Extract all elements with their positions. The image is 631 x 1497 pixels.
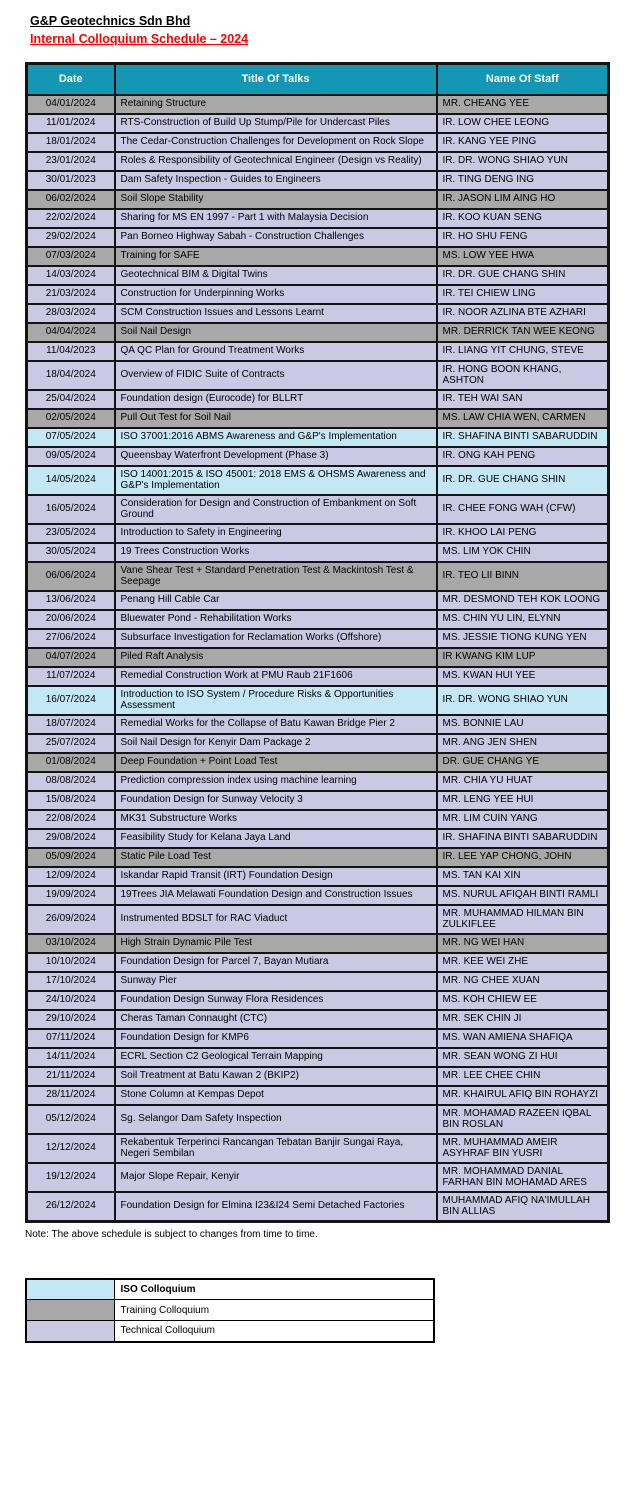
title-cell: Deep Foundation + Point Load Test — [115, 753, 437, 772]
staff-cell: IR. SHAFINA BINTI SABARUDDIN — [437, 428, 609, 447]
title-cell: Iskandar Rapid Transit (IRT) Foundation Design — [115, 867, 437, 886]
column-header-name-of-staff: Name Of Staff — [437, 64, 609, 95]
date-cell: 14/11/2024 — [27, 1048, 115, 1067]
date-cell: 29/02/2024 — [27, 228, 115, 247]
date-cell: 12/12/2024 — [27, 1134, 115, 1163]
title-cell: Geotechnical BIM & Digital Twins — [115, 266, 437, 285]
title-cell: MK31 Substructure Works — [115, 810, 437, 829]
staff-cell: MR. LIM CUIN YANG — [437, 810, 609, 829]
legend-row — [26, 1279, 434, 1300]
legend-label-training: Training Colloquium — [114, 1300, 434, 1321]
date-cell: 07/05/2024 — [27, 428, 115, 447]
date-cell: 06/02/2024 — [27, 190, 115, 209]
staff-cell: MR. MOHAMAD RAZEEN IQBAL BIN ROSLAN — [437, 1105, 609, 1134]
legend-row — [26, 1300, 434, 1321]
date-cell: 25/04/2024 — [27, 390, 115, 409]
date-cell: 09/05/2024 — [27, 447, 115, 466]
title-cell: Sharing for MS EN 1997 - Part 1 with Malaysia Decision — [115, 209, 437, 228]
legend-table — [25, 1278, 435, 1343]
table-row — [27, 361, 609, 390]
title-cell: Pan Borneo Highway Sabah - Construction Challenges — [115, 228, 437, 247]
staff-cell: MR. SEAN WONG ZI HUI — [437, 1048, 609, 1067]
table-row — [27, 972, 609, 991]
schedule-note: Note: The above schedule is subject to changes from time to time. — [25, 1228, 318, 1240]
table-row — [27, 562, 609, 591]
title-cell: Consideration for Design and Construction of Embankment on Soft Ground — [115, 495, 437, 524]
date-cell: 16/05/2024 — [27, 495, 115, 524]
date-cell: 12/09/2024 — [27, 867, 115, 886]
date-cell: 10/10/2024 — [27, 953, 115, 972]
date-cell: 18/01/2024 — [27, 133, 115, 152]
legend-label-technical: Technical Colloquium — [114, 1321, 434, 1342]
date-cell: 14/05/2024 — [27, 466, 115, 495]
staff-cell: IR. KANG YEE PING — [437, 133, 609, 152]
table-row — [27, 848, 609, 867]
date-cell: 20/06/2024 — [27, 610, 115, 629]
staff-cell: IR. DR. WONG SHIAO YUN — [437, 152, 609, 171]
title-cell: Remedial Works for the Collapse of Batu Kawan Bridge Pier 2 — [115, 715, 437, 734]
title-cell: Sunway Pier — [115, 972, 437, 991]
date-cell: 22/08/2024 — [27, 810, 115, 829]
staff-cell: IR. TEO LII BINN — [437, 562, 609, 591]
table-header-row — [27, 64, 609, 95]
title-cell: Training for SAFE — [115, 247, 437, 266]
title-cell: Foundation Design for Elmina I23&I24 Semi Detached Factories — [115, 1192, 437, 1222]
title-cell: Stone Column at Kempas Depot — [115, 1086, 437, 1105]
title-cell: Remedial Construction Work at PMU Raub 21F1606 — [115, 667, 437, 686]
date-cell: 04/04/2024 — [27, 323, 115, 342]
staff-cell: MS. KWAN HUI YEE — [437, 667, 609, 686]
table-row — [27, 686, 609, 715]
table-row — [27, 953, 609, 972]
table-row — [27, 591, 609, 610]
title-cell: Cheras Taman Connaught (CTC) — [115, 1010, 437, 1029]
title-cell: Vane Shear Test + Standard Penetration Test & Mackintosh Test & Seepage — [115, 562, 437, 591]
table-row — [27, 1134, 609, 1163]
column-header-date: Date — [27, 64, 115, 95]
title-cell: Introduction to ISO System / Procedure Risks & Opportunities Assessment — [115, 686, 437, 715]
title-cell: Roles & Responsibility of Geotechnical Engineer (Design vs Reality) — [115, 152, 437, 171]
date-cell: 27/06/2024 — [27, 629, 115, 648]
title-cell: Prediction compression index using machine learning — [115, 772, 437, 791]
table-row — [27, 734, 609, 753]
title-cell: Introduction to Safety in Engineering — [115, 524, 437, 543]
title-cell: Dam Safety Inspection - Guides to Engineers — [115, 171, 437, 190]
staff-cell: IR. KOO KUAN SENG — [437, 209, 609, 228]
table-row — [27, 1163, 609, 1192]
date-cell: 15/08/2024 — [27, 791, 115, 810]
title-cell: ECRL Section C2 Geological Terrain Mapping — [115, 1048, 437, 1067]
title-cell: Subsurface Investigation for Reclamation Works (Offshore) — [115, 629, 437, 648]
date-cell: 16/07/2024 — [27, 686, 115, 715]
staff-cell: MR. KHAIRUL AFIQ BIN ROHAYZI — [437, 1086, 609, 1105]
table-row — [27, 266, 609, 285]
staff-cell: IR. NOOR AZLINA BTE AZHARI — [437, 304, 609, 323]
table-row — [27, 209, 609, 228]
date-cell: 21/11/2024 — [27, 1067, 115, 1086]
date-cell: 01/08/2024 — [27, 753, 115, 772]
staff-cell: IR. LOW CHEE LEONG — [437, 114, 609, 133]
title-cell: Foundation design (Eurocode) for BLLRT — [115, 390, 437, 409]
title-cell: The Cedar-Construction Challenges for Development on Rock Slope — [115, 133, 437, 152]
title-cell: Queensbay Waterfront Development (Phase 3) — [115, 447, 437, 466]
staff-cell: IR. HO SHU FENG — [437, 228, 609, 247]
date-cell: 18/04/2024 — [27, 361, 115, 390]
table-row — [27, 524, 609, 543]
table-row — [27, 285, 609, 304]
date-cell: 26/09/2024 — [27, 905, 115, 934]
staff-cell: MR. CHEANG YEE — [437, 95, 609, 114]
table-row — [27, 934, 609, 953]
table-row — [27, 171, 609, 190]
date-cell: 19/09/2024 — [27, 886, 115, 905]
table-row — [27, 428, 609, 447]
table-row — [27, 753, 609, 772]
staff-cell: MS. TAN KAI XIN — [437, 867, 609, 886]
table-row — [27, 667, 609, 686]
title-cell: Bluewater Pond - Rehabilitation Works — [115, 610, 437, 629]
schedule-title: Internal Colloquium Schedule – 2024 — [30, 32, 249, 46]
title-cell: Piled Raft Analysis — [115, 648, 437, 667]
table-row — [27, 304, 609, 323]
date-cell: 07/03/2024 — [27, 247, 115, 266]
table-row — [27, 95, 609, 114]
date-cell: 07/11/2024 — [27, 1029, 115, 1048]
staff-cell: IR. SHAFINA BINTI SABARUDDIN — [437, 829, 609, 848]
title-cell: RTS-Construction of Build Up Stump/Pile for Undercast Piles — [115, 114, 437, 133]
title-cell: 19Trees JIA Melawati Foundation Design and Construction Issues — [115, 886, 437, 905]
column-header-title-of-talks: Title Of Talks — [115, 64, 437, 95]
table-row — [27, 1105, 609, 1134]
staff-cell: IR. TEH WAI SAN — [437, 390, 609, 409]
date-cell: 24/10/2024 — [27, 991, 115, 1010]
date-cell: 25/07/2024 — [27, 734, 115, 753]
staff-cell: MR. MOHAMMAD DANIAL FARHAN BIN MOHAMAD ARES — [437, 1163, 609, 1192]
date-cell: 13/06/2024 — [27, 591, 115, 610]
date-cell: 06/06/2024 — [27, 562, 115, 591]
date-cell: 23/05/2024 — [27, 524, 115, 543]
date-cell: 28/03/2024 — [27, 304, 115, 323]
date-cell: 17/10/2024 — [27, 972, 115, 991]
date-cell: 29/10/2024 — [27, 1010, 115, 1029]
staff-cell: IR. HONG BOON KHANG, ASHTON — [437, 361, 609, 390]
table-row — [27, 810, 609, 829]
date-cell: 04/07/2024 — [27, 648, 115, 667]
table-row — [27, 648, 609, 667]
legend-row — [26, 1321, 434, 1342]
table-row — [27, 886, 609, 905]
staff-cell: DR. GUE CHANG YE — [437, 753, 609, 772]
table-row — [27, 133, 609, 152]
table-row — [27, 323, 609, 342]
staff-cell: MS. BONNIE LAU — [437, 715, 609, 734]
staff-cell: MS. LAW CHIA WEN, CARMEN — [437, 409, 609, 428]
company-title: G&P Geotechnics Sdn Bhd — [30, 14, 191, 28]
staff-cell: IR. DR. GUE CHANG SHIN — [437, 266, 609, 285]
title-cell: Penang Hill Cable Car — [115, 591, 437, 610]
date-cell: 03/10/2024 — [27, 934, 115, 953]
staff-cell: IR. TEI CHIEW LING — [437, 285, 609, 304]
date-cell: 26/12/2024 — [27, 1192, 115, 1222]
date-cell: 29/08/2024 — [27, 829, 115, 848]
title-cell: Foundation Design for KMP6 — [115, 1029, 437, 1048]
title-cell: Soil Nail Design for Kenyir Dam Package 2 — [115, 734, 437, 753]
table-row — [27, 772, 609, 791]
staff-cell: MR. CHIA YU HUAT — [437, 772, 609, 791]
staff-cell: MS. KOH CHIEW EE — [437, 991, 609, 1010]
date-cell: 28/11/2024 — [27, 1086, 115, 1105]
date-cell: 08/08/2024 — [27, 772, 115, 791]
colloquium-schedule-table — [25, 62, 610, 1223]
staff-cell: MR. KEE WEI ZHE — [437, 953, 609, 972]
date-cell: 19/12/2024 — [27, 1163, 115, 1192]
date-cell: 30/01/2023 — [27, 171, 115, 190]
table-row — [27, 495, 609, 524]
staff-cell: MR. SEK CHIN JI — [437, 1010, 609, 1029]
title-cell: High Strain Dynamic Pile Test — [115, 934, 437, 953]
date-cell: 05/09/2024 — [27, 848, 115, 867]
staff-cell: MR. DERRICK TAN WEE KEONG — [437, 323, 609, 342]
title-cell: ISO 37001:2016 ABMS Awareness and G&P's Implementation — [115, 428, 437, 447]
table-row — [27, 1192, 609, 1222]
title-cell: Pull Out Test for Soil Nail — [115, 409, 437, 428]
title-cell: Major Slope Repair, Kenyir — [115, 1163, 437, 1192]
staff-cell: MUHAMMAD AFIQ NA'IMULLAH BIN ALLIAS — [437, 1192, 609, 1222]
title-cell: Rekabentuk Terperinci Rancangan Tebatan Banjir Sungai Raya, Negeri Sembilan — [115, 1134, 437, 1163]
title-cell: 19 Trees Construction Works — [115, 543, 437, 562]
staff-cell: IR. JASON LIM AING HO — [437, 190, 609, 209]
staff-cell: MR. LEE CHEE CHIN — [437, 1067, 609, 1086]
table-row — [27, 791, 609, 810]
staff-cell: IR. ONG KAH PENG — [437, 447, 609, 466]
table-row — [27, 342, 609, 361]
table-row — [27, 447, 609, 466]
table-row — [27, 1086, 609, 1105]
staff-cell: IR KWANG KIM LUP — [437, 648, 609, 667]
title-cell: Soil Slope Stability — [115, 190, 437, 209]
date-cell: 11/01/2024 — [27, 114, 115, 133]
table-row — [27, 543, 609, 562]
legend-label-iso: ISO Colloquium — [114, 1279, 434, 1300]
schedule-body — [27, 95, 609, 1222]
date-cell: 04/01/2024 — [27, 95, 115, 114]
title-cell: Static Pile Load Test — [115, 848, 437, 867]
title-cell: Foundation Design for Sunway Velocity 3 — [115, 791, 437, 810]
table-row — [27, 247, 609, 266]
date-cell: 30/05/2024 — [27, 543, 115, 562]
staff-cell: IR. LEE YAP CHONG, JOHN — [437, 848, 609, 867]
table-row — [27, 829, 609, 848]
title-cell: Foundation Design for Parcel 7, Bayan Mutiara — [115, 953, 437, 972]
title-cell: Sg. Selangor Dam Safety Inspection — [115, 1105, 437, 1134]
title-cell: Construction for Underpinning Works — [115, 285, 437, 304]
staff-cell: MS. CHIN YU LIN, ELYNN — [437, 610, 609, 629]
staff-cell: MS. WAN AMIENA SHAFIQA — [437, 1029, 609, 1048]
date-cell: 23/01/2024 — [27, 152, 115, 171]
title-cell: Instrumented BDSLT for RAC Viaduct — [115, 905, 437, 934]
staff-cell: MS. LIM YOK CHIN — [437, 543, 609, 562]
title-cell: QA QC Plan for Ground Treatment Works — [115, 342, 437, 361]
table-row — [27, 991, 609, 1010]
title-cell: Foundation Design Sunway Flora Residences — [115, 991, 437, 1010]
table-row — [27, 114, 609, 133]
table-row — [27, 1029, 609, 1048]
table-row — [27, 1067, 609, 1086]
table-row — [27, 390, 609, 409]
date-cell: 22/02/2024 — [27, 209, 115, 228]
staff-cell: MR. MUHAMMAD HILMAN BIN ZULKIFLEE — [437, 905, 609, 934]
staff-cell: MR. NG CHEE XUAN — [437, 972, 609, 991]
title-cell: Soil Treatment at Batu Kawan 2 (BKIP2) — [115, 1067, 437, 1086]
staff-cell: MR. NG WEI HAN — [437, 934, 609, 953]
legend-swatch-technical — [26, 1321, 114, 1342]
document-header — [30, 14, 607, 46]
table-row — [27, 190, 609, 209]
title-cell: Feasibility Study for Kelana Jaya Land — [115, 829, 437, 848]
staff-cell: IR. KHOO LAI PENG — [437, 524, 609, 543]
table-row — [27, 228, 609, 247]
table-row — [27, 610, 609, 629]
title-cell: Overview of FIDIC Suite of Contracts — [115, 361, 437, 390]
table-row — [27, 867, 609, 886]
date-cell: 21/03/2024 — [27, 285, 115, 304]
table-row — [27, 715, 609, 734]
table-row — [27, 466, 609, 495]
staff-cell: MS. JESSIE TIONG KUNG YEN — [437, 629, 609, 648]
table-row — [27, 1048, 609, 1067]
legend-swatch-iso — [26, 1279, 114, 1300]
table-row — [27, 152, 609, 171]
date-cell: 14/03/2024 — [27, 266, 115, 285]
table-row — [27, 1010, 609, 1029]
staff-cell: MR. MUHAMMAD AMEIR ASYHRAF BIN YUSRI — [437, 1134, 609, 1163]
date-cell: 18/07/2024 — [27, 715, 115, 734]
title-cell: SCM Construction Issues and Lessons Learnt — [115, 304, 437, 323]
staff-cell: MR. LENG YEE HUI — [437, 791, 609, 810]
legend-swatch-training — [26, 1300, 114, 1321]
staff-cell: MR. ANG JEN SHEN — [437, 734, 609, 753]
date-cell: 05/12/2024 — [27, 1105, 115, 1134]
staff-cell: MS. LOW YEE HWA — [437, 247, 609, 266]
staff-cell: MS. NURUL AFIQAH BINTI RAMLI — [437, 886, 609, 905]
title-cell: Retaining Structure — [115, 95, 437, 114]
table-row — [27, 629, 609, 648]
staff-cell: IR. CHEE FONG WAH (CFW) — [437, 495, 609, 524]
staff-cell: IR. LIANG YIT CHUNG, STEVE — [437, 342, 609, 361]
staff-cell: IR. DR. GUE CHANG SHIN — [437, 466, 609, 495]
date-cell: 02/05/2024 — [27, 409, 115, 428]
title-cell: Soil Nail Design — [115, 323, 437, 342]
date-cell: 11/07/2024 — [27, 667, 115, 686]
table-row — [27, 905, 609, 934]
table-row — [27, 409, 609, 428]
staff-cell: MR. DESMOND TEH KOK LOONG — [437, 591, 609, 610]
staff-cell: IR. DR. WONG SHIAO YUN — [437, 686, 609, 715]
title-cell: ISO 14001:2015 & ISO 45001: 2018 EMS & OHSMS Awareness and G&P's Implementation — [115, 466, 437, 495]
staff-cell: IR. TING DENG ING — [437, 171, 609, 190]
date-cell: 11/04/2023 — [27, 342, 115, 361]
